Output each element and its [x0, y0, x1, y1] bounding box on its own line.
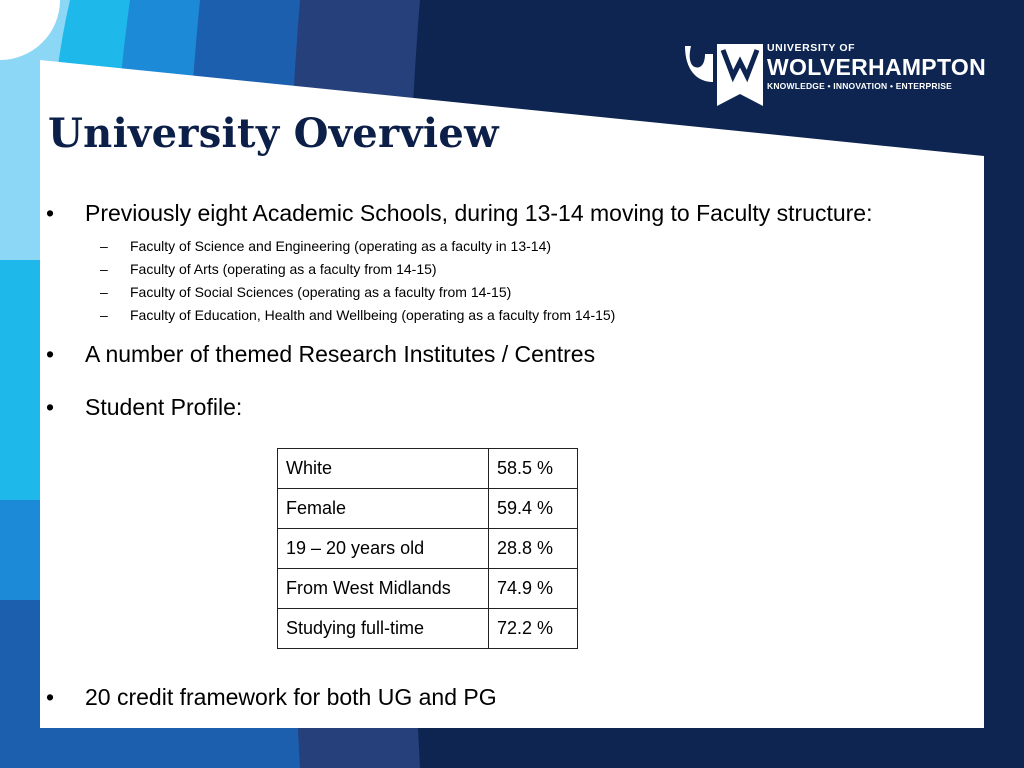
sub-bullet-text: Faculty of Arts (operating as a faculty from 14-15)	[130, 261, 437, 277]
sub-bullet-dash: –	[100, 307, 108, 323]
sub-bullet-faculty-education	[100, 307, 615, 323]
profile-value: 58.5 %	[489, 449, 578, 489]
profile-label: White	[278, 449, 489, 489]
profile-label: Female	[278, 489, 489, 529]
student-profile-table	[277, 448, 578, 649]
university-logo	[683, 40, 993, 108]
sub-bullet-text: Faculty of Education, Health and Wellbeing (operating as a faculty from 14-15)	[130, 307, 616, 323]
table-row	[278, 449, 578, 489]
profile-label: From West Midlands	[278, 569, 489, 609]
logo-tagline: KNOWLEDGE • INNOVATION • ENTERPRISE	[767, 81, 953, 91]
sub-bullet-dash: –	[100, 284, 108, 300]
sub-bullet-dash: –	[100, 238, 108, 254]
logo-line-wolverhampton: WOLVERHAMPTON	[767, 54, 986, 80]
table-row	[278, 609, 578, 649]
logo-line-university-of: UNIVERSITY OF	[767, 42, 856, 54]
bullet-dot: •	[46, 684, 55, 710]
logo-emblem-icon	[683, 40, 765, 108]
table-row	[278, 529, 578, 569]
sub-bullet-faculty-arts	[100, 261, 437, 277]
bullet-dot: •	[46, 394, 55, 420]
bullet-dot: •	[46, 200, 55, 226]
bullet-text: Previously eight Academic Schools, during 13-14 moving to Faculty structure:	[85, 200, 873, 226]
profile-label: Studying full-time	[278, 609, 489, 649]
bullet-student-profile	[46, 394, 242, 421]
profile-value: 28.8 %	[489, 529, 578, 569]
bullet-credit-framework	[46, 684, 497, 711]
sub-bullet-faculty-social-sciences	[100, 284, 511, 300]
sub-bullet-dash: –	[100, 261, 108, 277]
sub-bullet-text: Faculty of Social Sciences (operating as a faculty from 14-15)	[130, 284, 512, 300]
table-row	[278, 569, 578, 609]
sub-bullet-text: Faculty of Science and Engineering (operating as a faculty in 13-14)	[130, 238, 552, 254]
profile-value: 59.4 %	[489, 489, 578, 529]
bullet-dot: •	[46, 341, 55, 367]
bullet-text: Student Profile:	[85, 394, 243, 420]
bullet-text: A number of themed Research Institutes / Centres	[85, 341, 596, 367]
table-row	[278, 489, 578, 529]
bullet-academic-schools	[46, 200, 873, 227]
sub-bullet-faculty-science	[100, 238, 551, 254]
profile-value: 74.9 %	[489, 569, 578, 609]
profile-value: 72.2 %	[489, 609, 578, 649]
bullet-research-institutes	[46, 341, 595, 368]
slide-title: University Overview	[48, 110, 499, 157]
profile-label: 19 – 20 years old	[278, 529, 489, 569]
bullet-text: 20 credit framework for both UG and PG	[85, 684, 497, 710]
